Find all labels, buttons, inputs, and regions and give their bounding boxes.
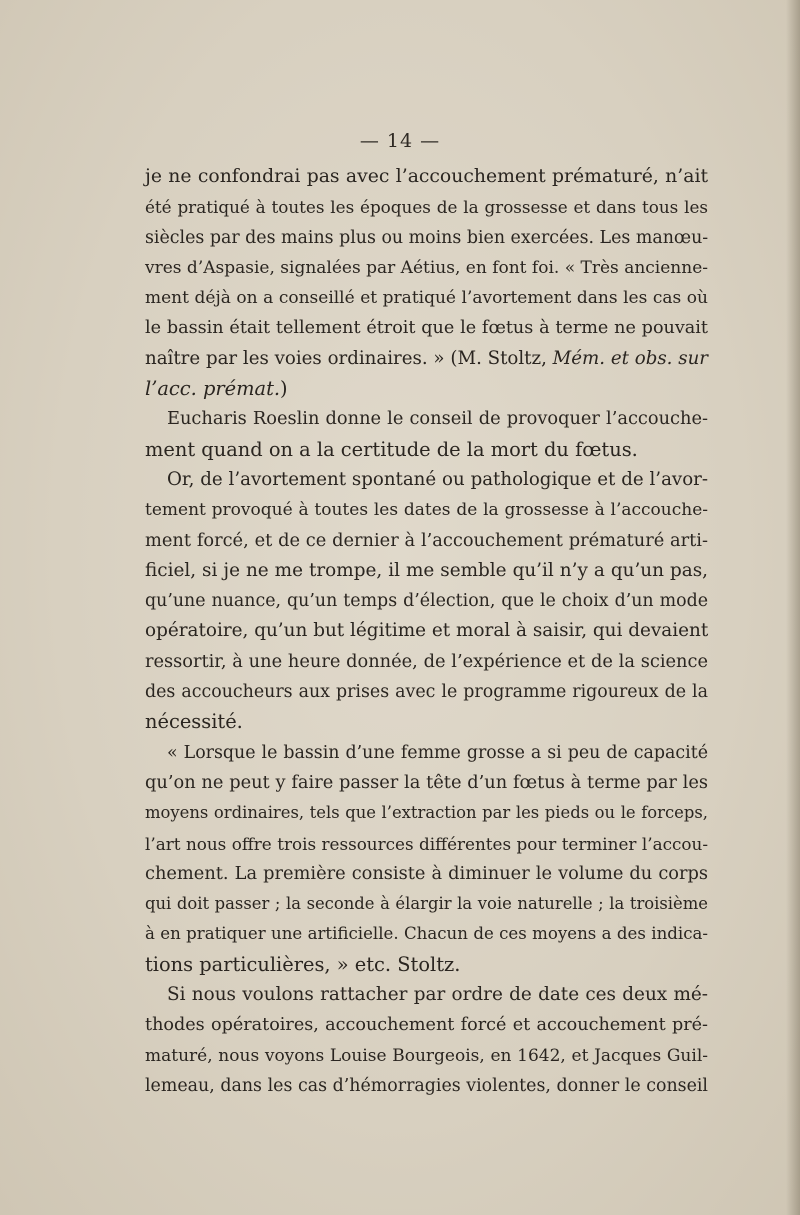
- text-segment: ficiel, si je ne me trompe, il me semble qu’il n’y a qu’un pas,: [145, 559, 708, 581]
- text-line: [145, 768, 708, 798]
- text-segment: qui doit passer ; la seconde à élargir la voie naturelle ; la troisième: [145, 894, 708, 914]
- text-segment: qu’on ne peut y faire passer la tête d’un fœtus à terme par les: [145, 771, 708, 793]
- text-segment: ): [280, 377, 288, 401]
- text-line: [145, 1071, 708, 1101]
- text-segment: lemeau, dans les cas d’hémorragies violentes, donner le conseil: [145, 1075, 708, 1096]
- text-segment: maturé, nous voyons Louise Bourgeois, en 1642, et Jacques Guil-: [145, 1045, 708, 1066]
- text-line: [145, 192, 708, 222]
- text-segment: chement. La première consiste à diminuer le volume du corps: [145, 862, 708, 884]
- text-line: [145, 283, 708, 313]
- text-line: [145, 344, 708, 374]
- text-segment: ment quand on a la certitude de la mort du fœtus.: [145, 437, 638, 461]
- text-line: [145, 738, 708, 768]
- text-line: [145, 313, 708, 343]
- text-segment: le bassin était tellement étroit que le fœtus à terme ne pouvait: [145, 318, 708, 339]
- text-segment: à en pratiquer une artificielle. Chacun de ces moyens a des indica-: [145, 924, 708, 944]
- text-line: [145, 859, 708, 889]
- text-line: [145, 526, 708, 556]
- text-segment: vres d’Aspasie, signalées par Aétius, en font foi. « Très ancienne-: [145, 257, 708, 278]
- text-segment: moyens ordinaires, tels que l’extraction par les pieds ou le forceps,: [145, 803, 708, 823]
- text-segment: ressortir, à une heure donnée, de l’expérience et de la science: [145, 650, 708, 672]
- text-segment: Si nous voulons rattacher par ordre de date ces deux mé-: [167, 984, 708, 1006]
- text-line: [145, 980, 708, 1010]
- text-segment: l’art nous offre trois ressources différentes pour terminer l’accou-: [145, 833, 708, 854]
- text-line: [145, 586, 708, 616]
- page-edge-shadow: [786, 0, 800, 1215]
- body-text: [145, 162, 708, 1101]
- text-segment: naître par les voies ordinaires. » (M. Stoltz,: [145, 347, 553, 369]
- text-segment: ment déjà on a conseillé et pratiqué l’avortement dans les cas où: [145, 288, 708, 309]
- text-segment: des accoucheurs aux prises avec le programme rigoureux de la: [145, 682, 708, 703]
- text-line: [145, 919, 708, 949]
- text-line: [145, 374, 708, 404]
- text-line: [145, 404, 708, 434]
- text-segment: Eucharis Roeslin donne le conseil de provoquer l’accouche-: [167, 408, 708, 430]
- text-line: [145, 465, 708, 495]
- italic-citation: Mém. et obs. sur: [552, 347, 708, 369]
- text-line: [145, 798, 708, 828]
- text-line: [145, 677, 708, 707]
- text-segment: opératoire, qu’un but légitime et moral à saisir, qui devaient: [145, 620, 709, 642]
- text-line: [145, 889, 708, 919]
- italic-citation: l’acc. prémat.: [145, 377, 281, 401]
- text-line: [145, 435, 708, 465]
- text-segment: siècles par des mains plus ou moins bien exercées. Les manœu-: [145, 227, 709, 248]
- text-line: [145, 950, 708, 980]
- text-line: [145, 647, 708, 677]
- page-number: — 14 —: [359, 130, 441, 152]
- text-line: [145, 616, 708, 646]
- text-segment: Or, de l’avortement spontané ou pathologique et de l’avor-: [167, 468, 708, 490]
- text-segment: été pratiqué à toutes les époques de la grossesse et dans tous les: [145, 197, 708, 218]
- text-line: [145, 707, 708, 737]
- text-segment: tions particulières, » etc. Stoltz.: [145, 952, 461, 976]
- text-line: [145, 1041, 708, 1071]
- text-segment: je ne confondrai pas avec l’accouchement prématuré, n’ait: [145, 166, 708, 187]
- text-segment: ment forcé, et de ce dernier à l’accouchement prématuré arti-: [145, 529, 708, 551]
- text-line: [145, 495, 708, 525]
- text-line: [145, 162, 708, 192]
- text-segment: qu’une nuance, qu’un temps d’élection, que le choix d’un mode: [145, 591, 708, 612]
- text-line: [145, 223, 708, 253]
- text-line: [145, 829, 708, 859]
- text-line: [145, 1010, 708, 1040]
- text-segment: tement provoqué à toutes les dates de la grossesse à l’accouche-: [145, 500, 708, 521]
- text-line: [145, 556, 708, 586]
- text-segment: « Lorsque le bassin d’une femme grosse a si peu de capacité: [167, 742, 708, 763]
- text-line: [145, 253, 708, 283]
- text-segment: thodes opératoires, accouchement forcé et accouchement pré-: [145, 1015, 708, 1036]
- text-segment: nécessité.: [145, 710, 243, 734]
